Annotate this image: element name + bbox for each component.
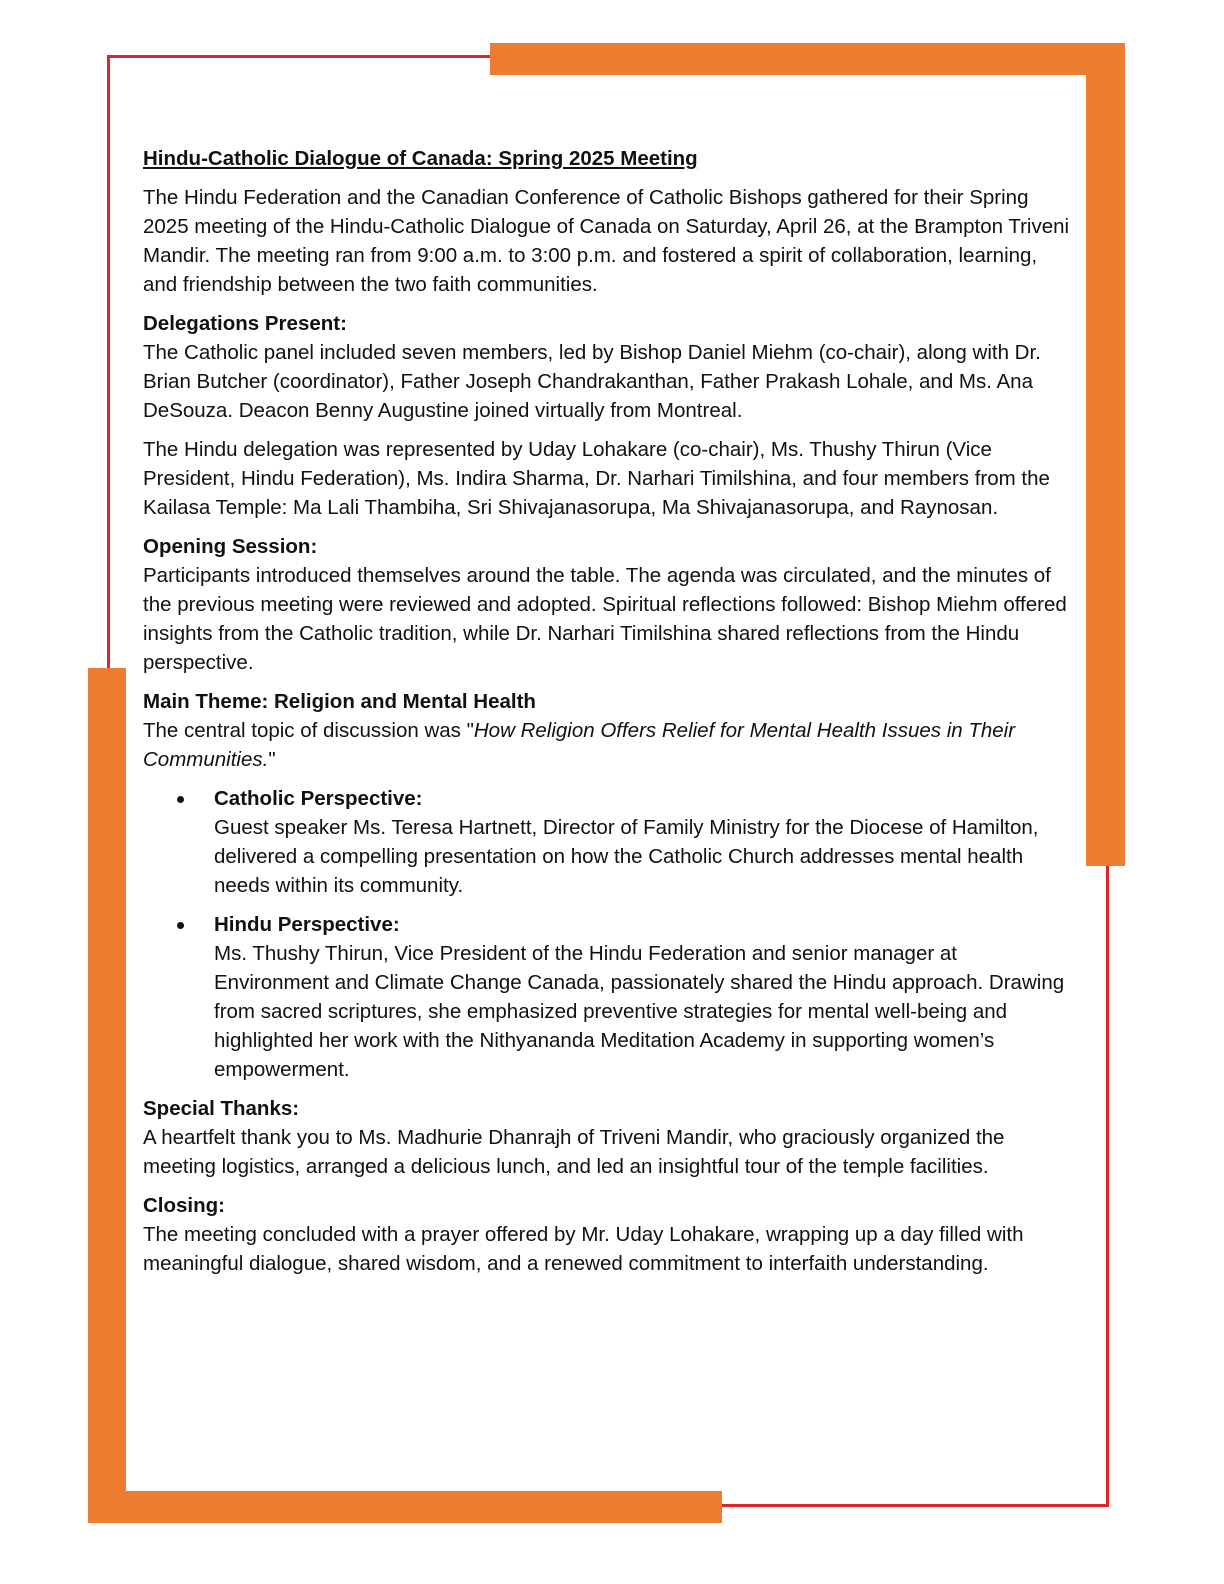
thanks-section — [143, 1094, 1073, 1181]
main-theme-tail: " — [268, 748, 276, 771]
closing-heading: Closing: — [143, 1194, 225, 1217]
main-theme-section — [143, 687, 1073, 1084]
main-theme-heading: Main Theme: Religion and Mental Health — [143, 690, 536, 713]
perspectives-list — [143, 784, 1073, 1084]
list-item-hindu-perspective — [214, 910, 1073, 1084]
closing-paragraph: The meeting concluded with a prayer offered by Mr. Uday Lohakare, wrapping up a day filled with meaningful dialogue, shared wisdom, and a renewed commitment to interfaith understanding. — [143, 1223, 1024, 1275]
bullet-icon — [177, 796, 184, 803]
catholic-delegation-paragraph: The Catholic panel included seven members, led by Bishop Daniel Miehm (co-chair), along with Dr. Brian Butcher (coordinator), Father Joseph Chandrakanthan, Father Prakash Lohale, and Ms. Ana DeSouza. Deacon Benny Augustine joined virtually from Montreal. — [143, 341, 1041, 422]
document-body — [143, 144, 1073, 1288]
delegations-heading: Delegations Present: — [143, 312, 347, 335]
opening-paragraph: Participants introduced themselves around the table. The agenda was circulated, and the minutes of the previous meeting were reviewed and adopted. Spiritual reflections followed: Bishop Miehm offered insights from the Catholic tradition, while Dr. Narhari Timilshina shared reflections from the Hindu perspective. — [143, 564, 1067, 674]
main-theme-lead: The central topic of discussion was " — [143, 719, 474, 742]
hindu-delegation-paragraph: The Hindu delegation was represented by Uday Lohakare (co-chair), Ms. Thushy Thirun (Vice President, Hindu Federation), Ms. Indira Sharma, Dr. Narhari Timilshina, and four members from the Kailasa Temple: Ma Lali Thambiha, Sri Shivajanasorupa, Ma Shivajanasorupa, and Raynosan. — [143, 438, 1050, 519]
intro-paragraph: The Hindu Federation and the Canadian Conference of Catholic Bishops gathered for their Spring 2025 meeting of the Hindu-Catholic Dialogue of Canada on Saturday, April 26, at the Brampton Triveni Mandir. The meeting ran from 9:00 a.m. to 3:00 p.m. and fostered a spirit of collaboration, learning, and friendship between the two faith communities. — [143, 186, 1070, 296]
thanks-heading: Special Thanks: — [143, 1097, 300, 1120]
catholic-perspective-text: Guest speaker Ms. Teresa Hartnett, Director of Family Ministry for the Diocese of Hamilton, delivered a compelling presentation on how the Catholic Church addresses mental health needs within its community. — [214, 816, 1039, 897]
hindu-perspective-label: Hindu Perspective: — [214, 913, 400, 936]
opening-heading: Opening Session: — [143, 535, 318, 558]
thanks-paragraph: A heartfelt thank you to Ms. Madhurie Dhanrajh of Triveni Mandir, who graciously organized the meeting logistics, arranged a delicious lunch, and led an insightful tour of the temple facilities. — [143, 1126, 1005, 1178]
orange-accent-right — [1086, 43, 1125, 866]
hindu-perspective-text: Ms. Thushy Thirun, Vice President of the Hindu Federation and senior manager at Environment and Climate Change Canada, passionately shared the Hindu approach. Drawing from sacred scriptures, she emphasized preventive strategies for mental well-being and highlighted her work with the Nithyananda Meditation Academy in supporting women’s empowerment. — [214, 942, 1065, 1081]
orange-accent-bottom — [88, 1491, 722, 1523]
orange-accent-top — [490, 43, 1125, 75]
bullet-icon — [177, 922, 184, 929]
list-item-catholic-perspective — [214, 784, 1073, 900]
catholic-perspective-label: Catholic Perspective: — [214, 787, 423, 810]
main-theme-paragraph — [143, 716, 1073, 774]
orange-accent-left — [88, 668, 126, 1523]
closing-section — [143, 1191, 1073, 1278]
delegations-section — [143, 309, 1073, 522]
opening-section — [143, 532, 1073, 677]
main-theme-topic: How Religion Offers Relief for Mental Health Issues in Their Communities. — [143, 719, 1016, 771]
document-title: Hindu-Catholic Dialogue of Canada: Spring 2025 Meeting — [143, 147, 698, 170]
